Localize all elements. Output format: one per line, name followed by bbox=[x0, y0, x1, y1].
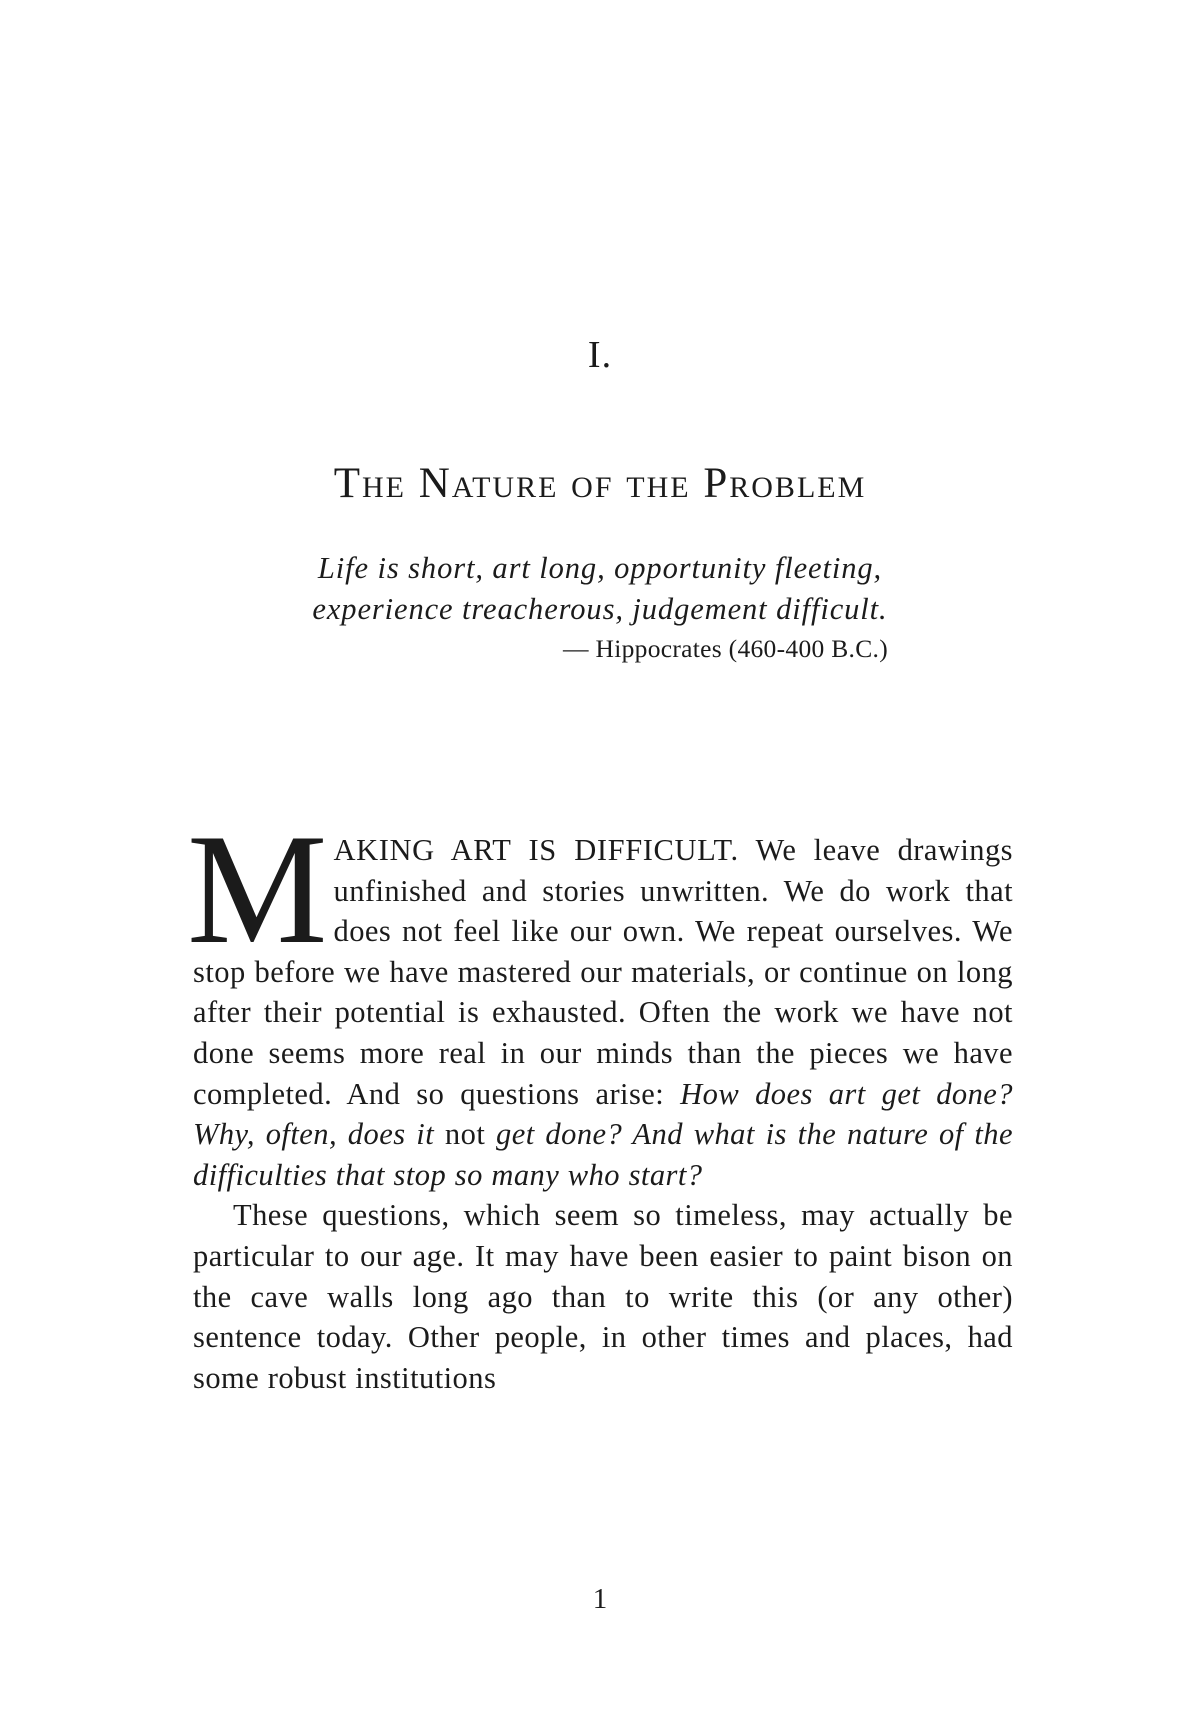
epigraph bbox=[0, 548, 1200, 630]
chapter-title: The Nature of the Problem bbox=[333, 460, 867, 507]
question-text-1: How does art get done? Why, often, does it bbox=[193, 1076, 1013, 1152]
question-text-2: get done? And what is the nature of the difficulties that stop so many who start? bbox=[193, 1117, 1013, 1192]
not-word: not bbox=[434, 1117, 497, 1152]
drop-cap: M bbox=[187, 802, 328, 977]
body-text bbox=[187, 802, 1013, 1398]
epigraph-line-2: experience treacherous, judgement difficult. bbox=[312, 592, 888, 626]
epigraph-line-1: Life is short, art long, opportunity fleeting, bbox=[317, 551, 883, 585]
paragraph-1 bbox=[187, 802, 1013, 1195]
lead-in-text: AKING ART IS DIFFICULT. bbox=[333, 833, 739, 867]
page-number: 1 bbox=[592, 1583, 608, 1615]
paragraph-1-text: We leave drawings unfinished and stories unwritten. We do work that does not feel like our own. We repeat ourselves. We stop before we have mastered our materials, or continue on long after their potential is exhausted. Often the work we have not done seems more real in our minds than the pieces we have completed. And so questions arise: bbox=[193, 833, 1013, 1111]
chapter-number: I. bbox=[587, 334, 613, 376]
paragraph-2: These questions, which seem so timeless, may actually be particular to our age. It may have been easier to paint bison on the cave walls long ago than to write this (or any other) sentence today. Other people, in other times and places, had some robust institutions bbox=[193, 1198, 1013, 1395]
epigraph-attribution: — Hippocrates (460-400 B.C.) bbox=[563, 634, 888, 663]
